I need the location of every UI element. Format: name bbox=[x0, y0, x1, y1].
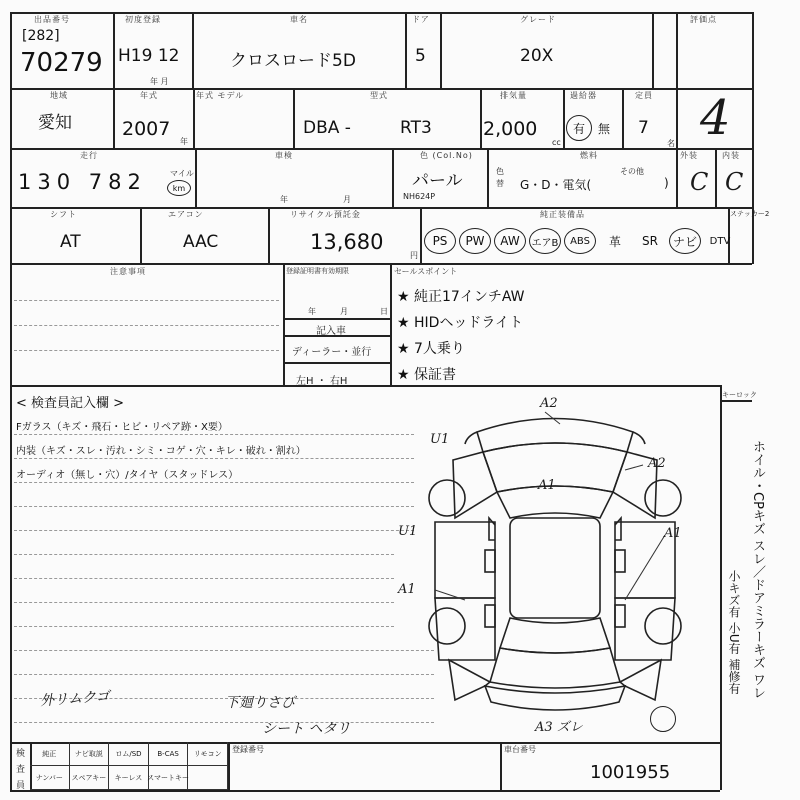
sale-points-label: セールスポイント bbox=[394, 267, 458, 276]
inspection-month: 月 bbox=[343, 195, 351, 204]
footer-kanji-3: 員 bbox=[16, 781, 26, 791]
region-value: 愛知 bbox=[38, 113, 72, 133]
doors-label: ドア bbox=[412, 15, 430, 24]
serial-label: 車台番号 bbox=[504, 745, 536, 754]
mark-a1-left: A1 bbox=[398, 582, 416, 597]
year-value: 2007 bbox=[122, 118, 171, 140]
first-registration: H19 12 bbox=[118, 46, 180, 66]
equipment-item: DTV bbox=[709, 235, 731, 247]
equipment-list bbox=[424, 228, 754, 258]
handwritten-right-note-2: シート ヘタリ bbox=[262, 721, 351, 737]
color-label: 色 (Col.No) bbox=[420, 151, 473, 160]
car-name: クロスロード5D bbox=[230, 51, 356, 71]
exterior-grade: C bbox=[690, 168, 709, 196]
footer-option-cell: キーレス bbox=[109, 766, 149, 790]
recycle-fee: 13,680 bbox=[310, 230, 384, 254]
car-diagram bbox=[395, 400, 715, 740]
equipment-item: AW bbox=[494, 228, 526, 254]
mark-a1-right: A1 bbox=[664, 526, 682, 541]
fuel-value: G・D・電気( bbox=[520, 178, 592, 192]
grade-label: グレード bbox=[520, 15, 556, 24]
mark-a2-right: A2 bbox=[648, 456, 666, 471]
model-prefix: DBA - bbox=[303, 118, 351, 138]
displacement-label: 排気量 bbox=[500, 91, 527, 100]
aircon-value: AAC bbox=[183, 232, 219, 252]
recycle-unit: 円 bbox=[410, 251, 418, 260]
shift-label: シフト bbox=[50, 210, 77, 219]
sale-point-1: ★ 純正17インチAW bbox=[397, 289, 525, 305]
aircon-label: エアコン bbox=[168, 210, 204, 219]
mileage-unit-mile: マイル bbox=[170, 169, 194, 178]
model-change-label: 年式 モデル bbox=[196, 91, 245, 100]
footer-option-cell bbox=[188, 766, 228, 790]
exhibit-no-label: 出品番号 bbox=[34, 15, 70, 24]
footer-option-cell: B-CAS bbox=[149, 742, 189, 766]
fuel-other: その他 bbox=[620, 167, 644, 176]
color-side: 色替 bbox=[496, 167, 504, 188]
score-value: 4 bbox=[700, 90, 731, 146]
color-name: パール bbox=[412, 171, 463, 191]
footer-option-cell: スペアキー bbox=[70, 766, 110, 790]
keylock-label: キーロック bbox=[722, 391, 757, 399]
reg-steering: 左H ・ 右H bbox=[296, 376, 348, 387]
turbo-yes: 有 bbox=[566, 115, 592, 141]
shift-value: AT bbox=[60, 232, 81, 252]
footer-option-cell: ナビ取説 bbox=[70, 742, 110, 766]
year-unit: 年 bbox=[180, 137, 188, 146]
keylock-circle bbox=[650, 706, 676, 732]
footer-option-cell: スマートキー bbox=[149, 766, 189, 790]
mileage-label: 走行 bbox=[80, 151, 98, 160]
model-code: RT3 bbox=[400, 118, 432, 138]
handwritten-left-note: 外リムクゴ bbox=[39, 688, 111, 710]
mark-u1-top: U1 bbox=[430, 432, 450, 447]
inspection-year: 年 bbox=[280, 195, 288, 204]
reg-validity-label: 登録証明書有効期限 bbox=[286, 267, 349, 275]
inspection-label: 車検 bbox=[275, 151, 293, 160]
equipment-item: ナビ bbox=[669, 228, 701, 254]
lot-number: 70279 bbox=[20, 48, 103, 78]
capacity-unit: 名 bbox=[667, 139, 675, 148]
equipment-item: ABS bbox=[564, 228, 596, 254]
mileage-value: 130 782 bbox=[18, 170, 147, 194]
interior-grade: C bbox=[725, 168, 744, 196]
side-vertical-1: ホイル・CPキズ スレ／ドアミラーキズ ワレ bbox=[750, 440, 765, 700]
footer-option-cell: 純正 bbox=[30, 742, 70, 766]
displacement-value: 2,000 bbox=[483, 118, 538, 140]
doors-value: 5 bbox=[415, 46, 426, 66]
footer-options-grid bbox=[30, 742, 228, 790]
exterior-label: 外装 bbox=[680, 151, 698, 160]
equipment-item: PS bbox=[424, 228, 456, 254]
interior-label: 内装 bbox=[722, 151, 740, 160]
car-name-label: 車名 bbox=[290, 15, 308, 24]
capacity-label: 定員 bbox=[635, 91, 653, 100]
equipment-label: 純正装備品 bbox=[540, 210, 585, 219]
color-code: NH624P bbox=[403, 192, 436, 201]
fuel-label: 燃料 bbox=[580, 151, 598, 160]
first-reg-label: 初度登録 bbox=[125, 15, 161, 24]
capacity-value: 7 bbox=[638, 118, 649, 138]
equipment-item: SR bbox=[642, 234, 658, 248]
reg-year: 年 bbox=[308, 307, 316, 316]
lot-prefix: [282] bbox=[22, 28, 60, 44]
sale-point-3: ★ 7人乗り bbox=[397, 341, 465, 357]
mark-u1-left: U1 bbox=[398, 524, 418, 539]
footer-option-cell: ロム/SD bbox=[109, 742, 149, 766]
reg-month: 月 bbox=[340, 307, 348, 316]
notes-header: 注意事項 bbox=[110, 267, 146, 276]
mark-a3-rear: A3 ズレ bbox=[535, 720, 583, 735]
footer-option-cell: ナンバー bbox=[30, 766, 70, 790]
displacement-unit: cc bbox=[552, 138, 561, 147]
turbo-label: 過給器 bbox=[570, 91, 597, 100]
mark-a2-top: A2 bbox=[540, 396, 558, 411]
equipment-item: 革 bbox=[608, 234, 621, 249]
footer-kanji-2: 査 bbox=[16, 765, 26, 775]
reg-day: 日 bbox=[380, 307, 388, 316]
inspector-line-1: Fガラス（キズ・飛石・ヒビ・リペア跡・X要） bbox=[16, 422, 228, 433]
equipment-item: エアB bbox=[529, 228, 561, 254]
footer-option-cell: リモコン bbox=[188, 742, 228, 766]
turbo-no: 無 bbox=[598, 122, 611, 136]
grade-value: 20X bbox=[520, 46, 554, 66]
side-vertical-2: 小キズ有 小U有 補修有 bbox=[727, 570, 741, 695]
mileage-unit-km: km bbox=[167, 180, 191, 196]
reg-dealer: ディーラー・並行 bbox=[292, 347, 372, 358]
sale-point-2: ★ HIDヘッドライト bbox=[397, 315, 524, 331]
reg-record: 記入車 bbox=[316, 326, 346, 337]
recycle-label: リサイクル預託金 bbox=[290, 210, 361, 219]
sale-point-4: ★ 保証書 bbox=[397, 367, 457, 383]
region-label: 地域 bbox=[50, 91, 68, 100]
inspector-notes-header: < 検査員記入欄 > bbox=[16, 396, 125, 411]
year-label: 年式 bbox=[140, 91, 158, 100]
score-label: 評価点 bbox=[690, 15, 717, 24]
serial-number: 1001955 bbox=[590, 762, 671, 783]
year-month-small: 年 月 bbox=[150, 77, 169, 86]
footer-extra-label: 登録番号 bbox=[232, 745, 264, 754]
inspector-line-2: 内装（キズ・スレ・汚れ・シミ・コゲ・穴・キレ・破れ・割れ） bbox=[16, 446, 306, 457]
sticker-label: ステッカー2 bbox=[730, 210, 770, 218]
mark-a1-hood: A1 bbox=[538, 478, 556, 493]
inspector-line-3: オーディオ（無し・穴）/タイヤ（スタッドレス） bbox=[16, 470, 239, 481]
equipment-item: PW bbox=[459, 228, 491, 254]
handwritten-right-note-1: 下廻りさび bbox=[225, 695, 295, 711]
model-type-label: 型式 bbox=[370, 91, 388, 100]
footer-kanji-1: 検 bbox=[16, 749, 26, 759]
